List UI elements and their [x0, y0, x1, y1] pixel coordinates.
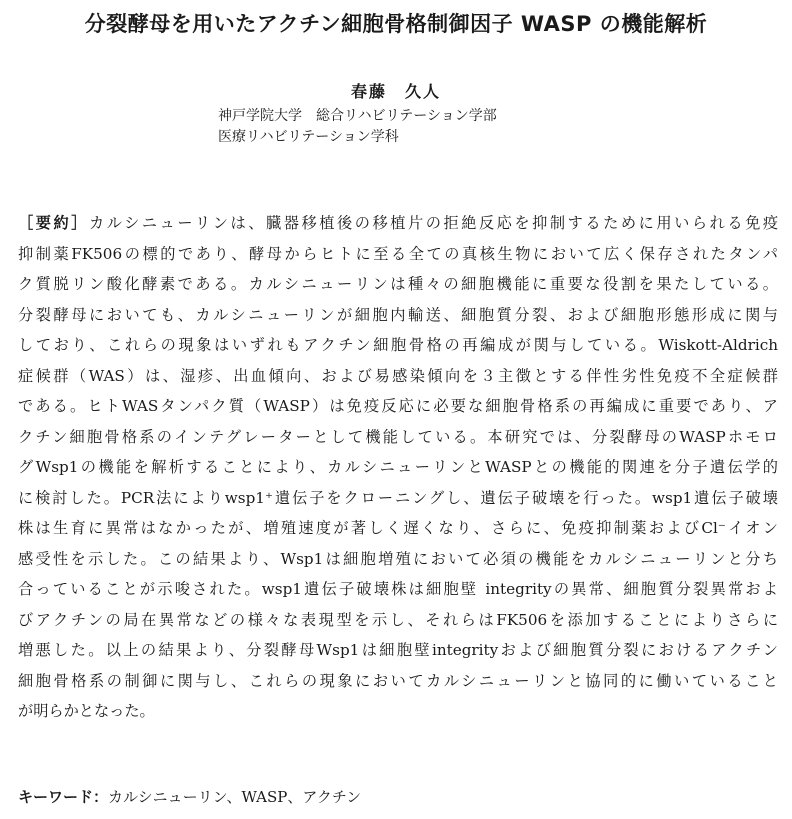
abstract-line: 細胞骨格系の制御に関与し、これらの現象においてカルシニューリンと協同的に働いていること [18, 671, 778, 690]
abstract-line: クチン細胞骨格系のインテグレーターとして機能している。本研究では、分裂酵母のWASPホモロ [18, 427, 778, 446]
abstract-line: ク質脱リン酸化酵素である。カルシニューリンは種々の細胞機能に重要な役割を果たしている。 [18, 275, 778, 293]
abstract-line: しており、これらの現象はいずれもアクチン細胞骨格の再編成が関与している。Wiskott-Aldrich [18, 336, 778, 354]
abstract-line: 症候群（WAS）は、湿疹、出血傾向、および易感染傾向を３主徴とする伴性劣性免疫不全症候群 [18, 366, 778, 385]
keywords-text: カルシニューリン、WASP、アクチン [108, 788, 362, 806]
abstract-line: 感受性を示した。この結果より、Wsp1は細胞増殖において必須の機能をカルシニューリンと分ち [18, 549, 778, 568]
keywords-label: キーワード： [18, 788, 109, 806]
paper-title: 分裂酵母を用いたアクチン細胞骨格制御因子 WASP の機能解析 [84, 12, 708, 36]
abstract-line: びアクチンの局在異常などの様々な表現型を示し、それらはFK506を添加することによりさらに [18, 610, 779, 629]
abstract-line: 合っていることが示唆された。wsp1遺伝子破壊株は細胞壁 integrityの異常、細胞質分裂異常およ [18, 580, 778, 598]
abstract-line: に検討した。PCR法によりwsp1⁺遺伝子をクローニングし、遺伝子破壊を行った。wsp1遺伝子破壊 [18, 488, 778, 507]
abstract-line: グWsp1の機能を解析することにより、カルシニューリンとWASPとの機能的関連を分子遺伝学的 [18, 458, 778, 476]
abstract-line: 抑制薬FK506の標的であり、酵母からヒトに至る全ての真核生物において広く保存されたタンパ [18, 244, 778, 263]
keywords [18, 786, 361, 807]
abstract-line: 株は生育に異常はなかったが、増殖速度が著しく遅くなり、さらに、免疫抑制薬およびCl⁻イオン [18, 519, 778, 537]
abstract-line: 増悪した。以上の結果より、分裂酵母Wsp1は細胞壁integrityおよび細胞質分裂におけるアクチン [18, 641, 778, 659]
abstract-line: が明らかとなった。 [18, 702, 155, 720]
affiliation [218, 106, 497, 148]
abstract [18, 208, 778, 727]
abstract-label: ［要約］ [18, 214, 89, 232]
abstract-line: である。ヒトWASタンパク質（WASP）は免疫反応に必要な細胞骨格系の再編成に重要であり、ア [18, 397, 778, 415]
abstract-line: ［要約］カルシニューリンは、臓器移植後の移植片の拒絶反応を抑制するために用いられる免疫 [18, 214, 779, 232]
affiliation-line: 医療リハビリテーション学科 [218, 129, 399, 145]
author-name: 春藤 久人 [350, 82, 441, 101]
abstract-line: 分裂酵母においても、カルシニューリンが細胞内輸送、細胞質分裂、および細胞形態形成に関与 [18, 305, 778, 324]
affiliation-line: 神戸学院大学 総合リハビリテーション学部 [218, 108, 497, 124]
